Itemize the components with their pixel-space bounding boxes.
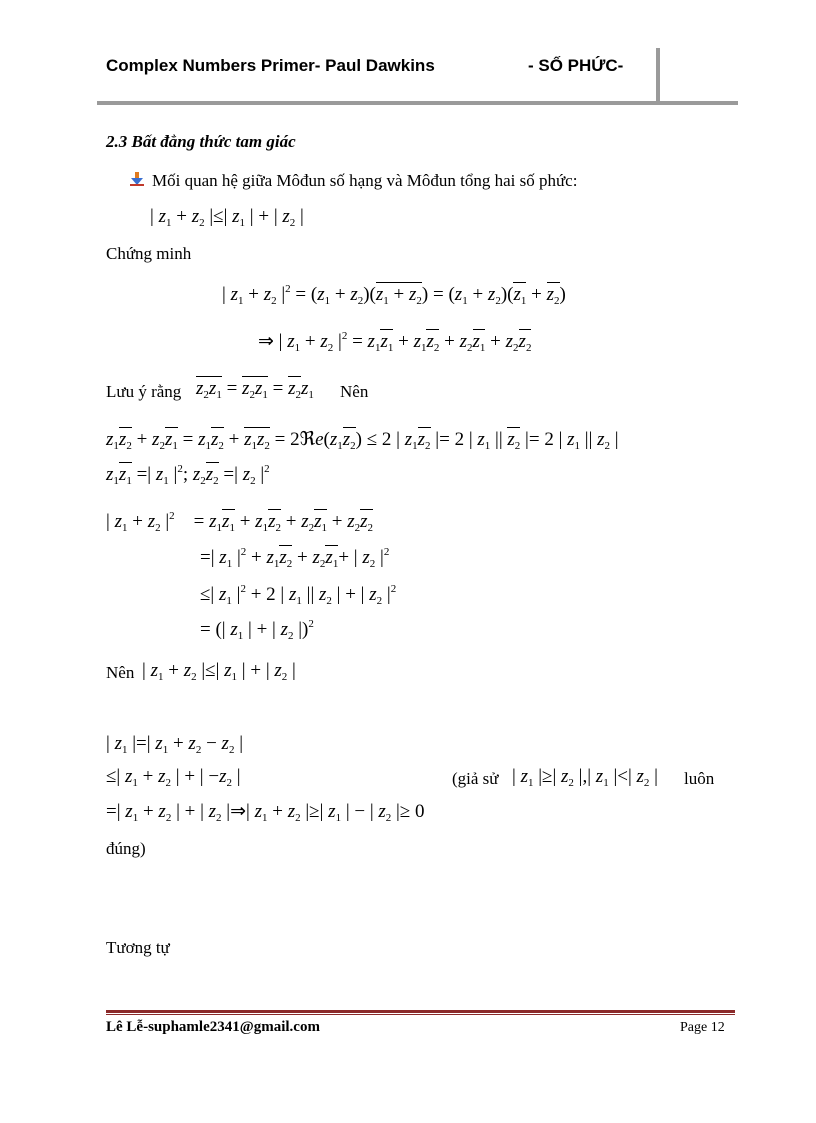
section-title: 2.3 Bất đẳng thức tam giác	[106, 132, 296, 151]
reverse-step-2: ≤| $z_1 + z_2$ | + | $-z_2$ |	[106, 766, 241, 789]
aligned-step-3: ≤| $z_1$ $|^2 + 2$ | $z_1$ || $z_2$ | + | $z_2$ $|^2$	[200, 583, 397, 607]
note-prefix: Lưu ý rằng	[106, 382, 182, 401]
note-suffix: Nên	[340, 382, 369, 401]
aligned-step-4: = (| $z_1$ | + | $z_2$ |)$^2$	[200, 618, 314, 642]
aligned-step-2: =| $z_1$ $|^2 + z_1z_2 + z_2z_1+$ | $z_2$ $|^2$	[200, 546, 390, 570]
proof-label: Chứng minh	[106, 244, 192, 263]
reverse-step-3: =| $z_1 + z_2$ | + | $z_2$ |⇒| $z_1 + z_2$ |≥| $z_1$ | − | $z_2$ |≥ 0	[106, 801, 425, 824]
footer-rule	[106, 1010, 735, 1013]
header-section: - SỐ PHỨC-	[528, 56, 624, 75]
note-equation: $z_2z_1 = z_2z_1 = z_2z_1$	[196, 378, 314, 401]
assume-suffix: luôn	[684, 769, 715, 788]
footer-author: Lê Lễ-suphamle2341@gmail.com	[106, 1019, 320, 1035]
conclusion-equation: | $z_1 + z_2$ |≤| $z_1$ | + | $z_2$ |	[142, 660, 296, 683]
header-vertical-rule	[656, 48, 660, 104]
header-title: Complex Numbers Primer- Paul Dawkins	[106, 56, 435, 75]
equation-modulus-identity: $z_1z_1$ =| $z_1$ $|^2$; $z_2z_2$ =| $z_2$ $|^2$	[106, 463, 270, 487]
similar-label: Tương tự	[106, 938, 170, 957]
equation-modulus-square: | $z_1 + z_2$ $|^2 = (z_1 + z_2)(z_1 + z_2) = (z_1 + z_2)(z_1 + z_2)$	[222, 283, 566, 307]
header-rule	[97, 101, 738, 105]
bullet-arrow-icon	[130, 172, 144, 186]
footer-page-number: Page 12	[680, 1020, 725, 1035]
equation-real-part-bound: $z_1z_2 + z_2z_1 = z_1z_2 + z_1z_2$ = $2ℜe(z_1z_2) \le 2$ | $z_1z_2$ |= 2 | $z_1$ || $z_2$ |= 2 | $z_1$ || $z_2$ |	[106, 429, 619, 452]
footer-rule-thin	[106, 1014, 735, 1015]
assume-equation: | $z_1$ |≥| $z_2$ |,| $z_1$ |<| $z_2$ |	[512, 766, 658, 789]
assume-end: đúng)	[106, 839, 146, 858]
bullet-text: Mối quan hệ giữa Môđun số hạng và Môđun tổng hai số phức:	[152, 171, 578, 190]
reverse-step-1: | $z_1$ |=| $z_1 + z_2 - z_2$ |	[106, 733, 244, 756]
conclusion-prefix: Nên	[106, 663, 135, 682]
inequality-statement: | $z_1 + z_2$ |≤| $z_1$ | + | $z_2$ |	[150, 206, 304, 229]
equation-expansion: ⇒ | $z_1 + z_2$ $|^2 = z_1z_1 + z_1z_2 + z_2z_1 + z_2z_2$	[258, 330, 532, 354]
assume-prefix: (giả sử	[452, 769, 499, 788]
aligned-step-1: | $z_1 + z_2$ $|^2$ = $z_1z_1 + z_1z_2 + z_2z_1 + z_2z_2$	[106, 510, 374, 534]
